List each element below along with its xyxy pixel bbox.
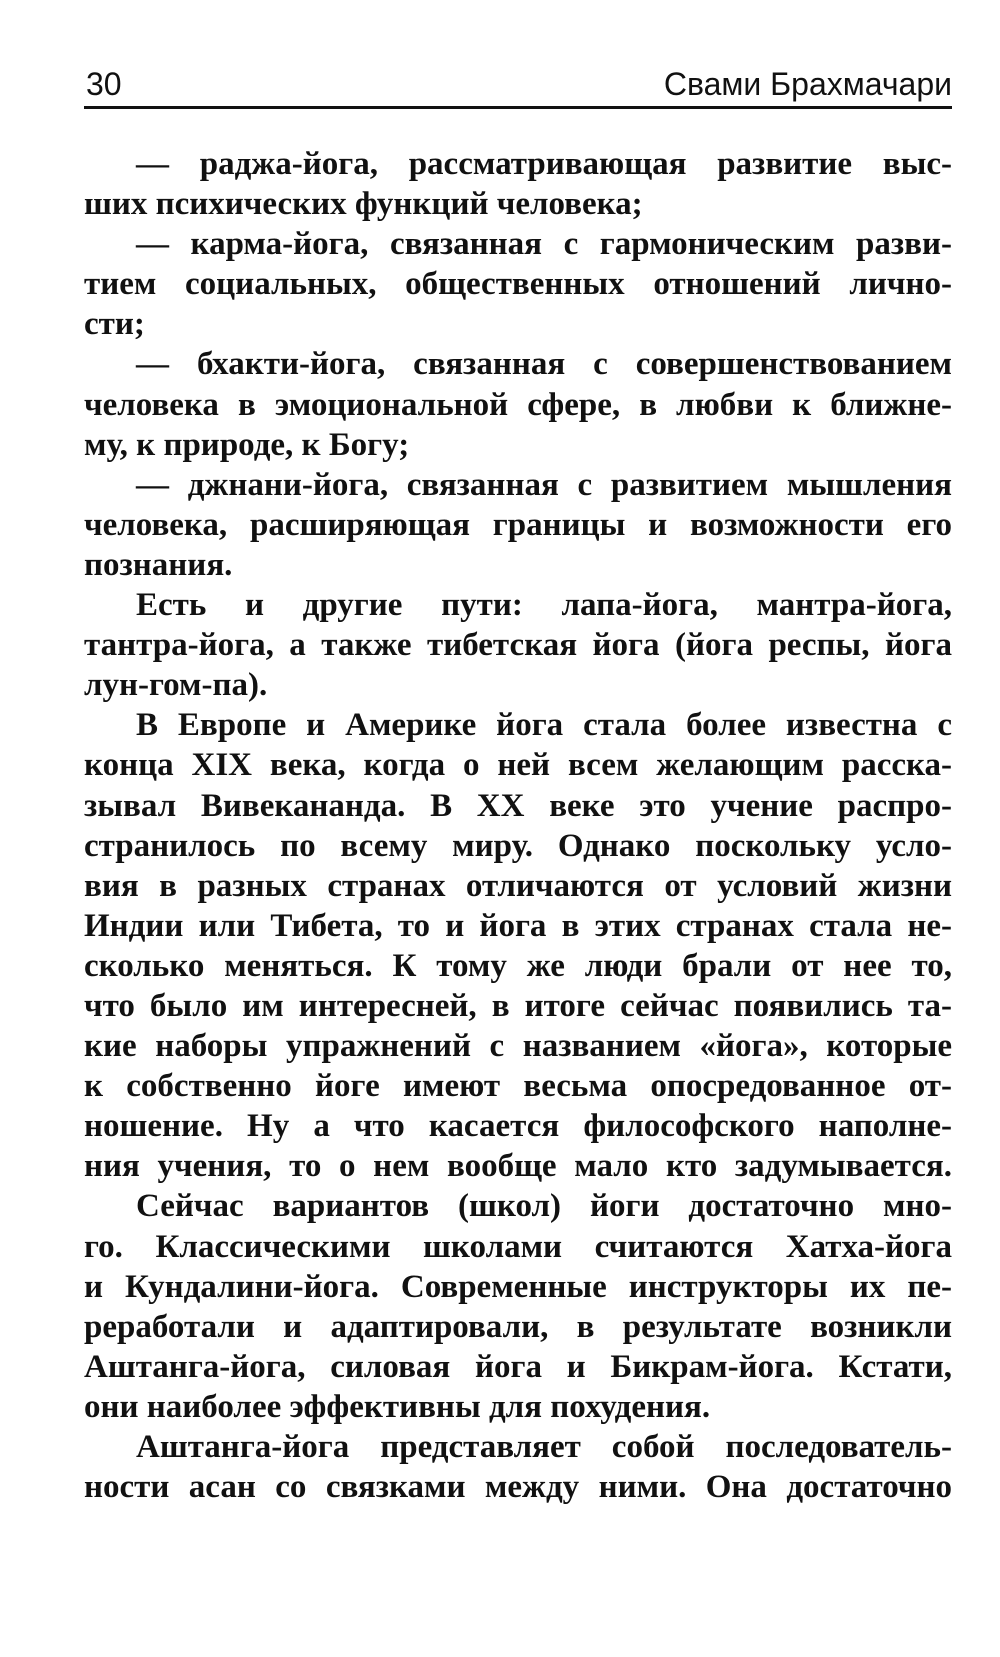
text-line: ности асан со связками между ними. Она достаточно	[84, 1469, 952, 1506]
text-line: — бхакти-йога, связанная с совершенствованием	[136, 346, 952, 383]
text-line: человека, расширяющая границы и возможности его	[84, 506, 952, 543]
text-line: сти;	[84, 306, 145, 343]
text-line: человека в эмоциональной сфере, в любви к ближне-	[84, 386, 952, 423]
text-line: Индии или Тибета, то и йога в этих странах стала не-	[84, 907, 952, 944]
text-line: вия в разных странах отличаются от условий жизни	[84, 867, 952, 904]
text-line: Аштанга-йога представляет собой последователь-	[136, 1429, 952, 1465]
text-line: зывал Вивекананда. В XX веке это учение распро-	[84, 787, 952, 824]
page-number: 30	[86, 66, 122, 102]
text-line: му, к природе, к Богу;	[84, 426, 410, 463]
text-line: что было им интересней, в итоге сейчас появились та-	[84, 987, 952, 1024]
text-line: ших психических функций человека;	[84, 186, 643, 223]
text-line: В Европе и Америке йога стала более известна с	[136, 707, 952, 744]
text-line: Аштанга-йога, силовая йога и Бикрам-йога. Кстати,	[84, 1348, 952, 1385]
text-line: реработали и адаптировали, в результате возникли	[84, 1308, 952, 1345]
text-line: к собственно йоге имеют весьма опосредованное от-	[84, 1068, 952, 1105]
text-line: странилось по всему миру. Однако поскольку усло-	[84, 827, 952, 864]
text-line: — раджа-йога, рассматривающая развитие выс-	[136, 146, 952, 182]
text-line: кие наборы упражнений с названием «йога», которые	[84, 1028, 952, 1065]
text-line: го. Классическими школами считаются Хатха-йога	[84, 1228, 952, 1265]
text-line: и Кундалини-йога. Современные инструкторы их пе-	[84, 1268, 952, 1305]
text-line: тием социальных, общественных отношений лично-	[84, 266, 952, 303]
running-head: Свами Брахмачари	[663, 66, 952, 102]
text-line: Есть и другие пути: лапа-йога, мантра-йога,	[136, 587, 952, 624]
page-header	[84, 62, 952, 109]
text-line: они наиболее эффективны для похудения.	[84, 1388, 711, 1425]
text-line: Сейчас вариантов (школ) йоги достаточно мно-	[136, 1188, 952, 1225]
text-line: тантра-йога, а также тибетская йога (йога респы, йога	[84, 627, 952, 664]
text-line: познания.	[84, 546, 233, 583]
text-line: лун-гом-па).	[84, 667, 268, 704]
text-line: — карма-йога, связанная с гармоническим разви-	[136, 226, 952, 263]
text-line: ния учения, то о нем вообще мало кто задумывается.	[84, 1148, 952, 1185]
text-line: ношение. Ну а что касается философского наполне-	[84, 1108, 952, 1145]
text-line: — джнани-йога, связанная с развитием мышления	[136, 466, 952, 503]
text-line: конца XIX века, когда о ней всем желающим расска-	[84, 747, 952, 784]
body-text	[84, 144, 952, 1507]
text-line: сколько меняться. К тому же люди брали от нее то,	[84, 947, 952, 984]
